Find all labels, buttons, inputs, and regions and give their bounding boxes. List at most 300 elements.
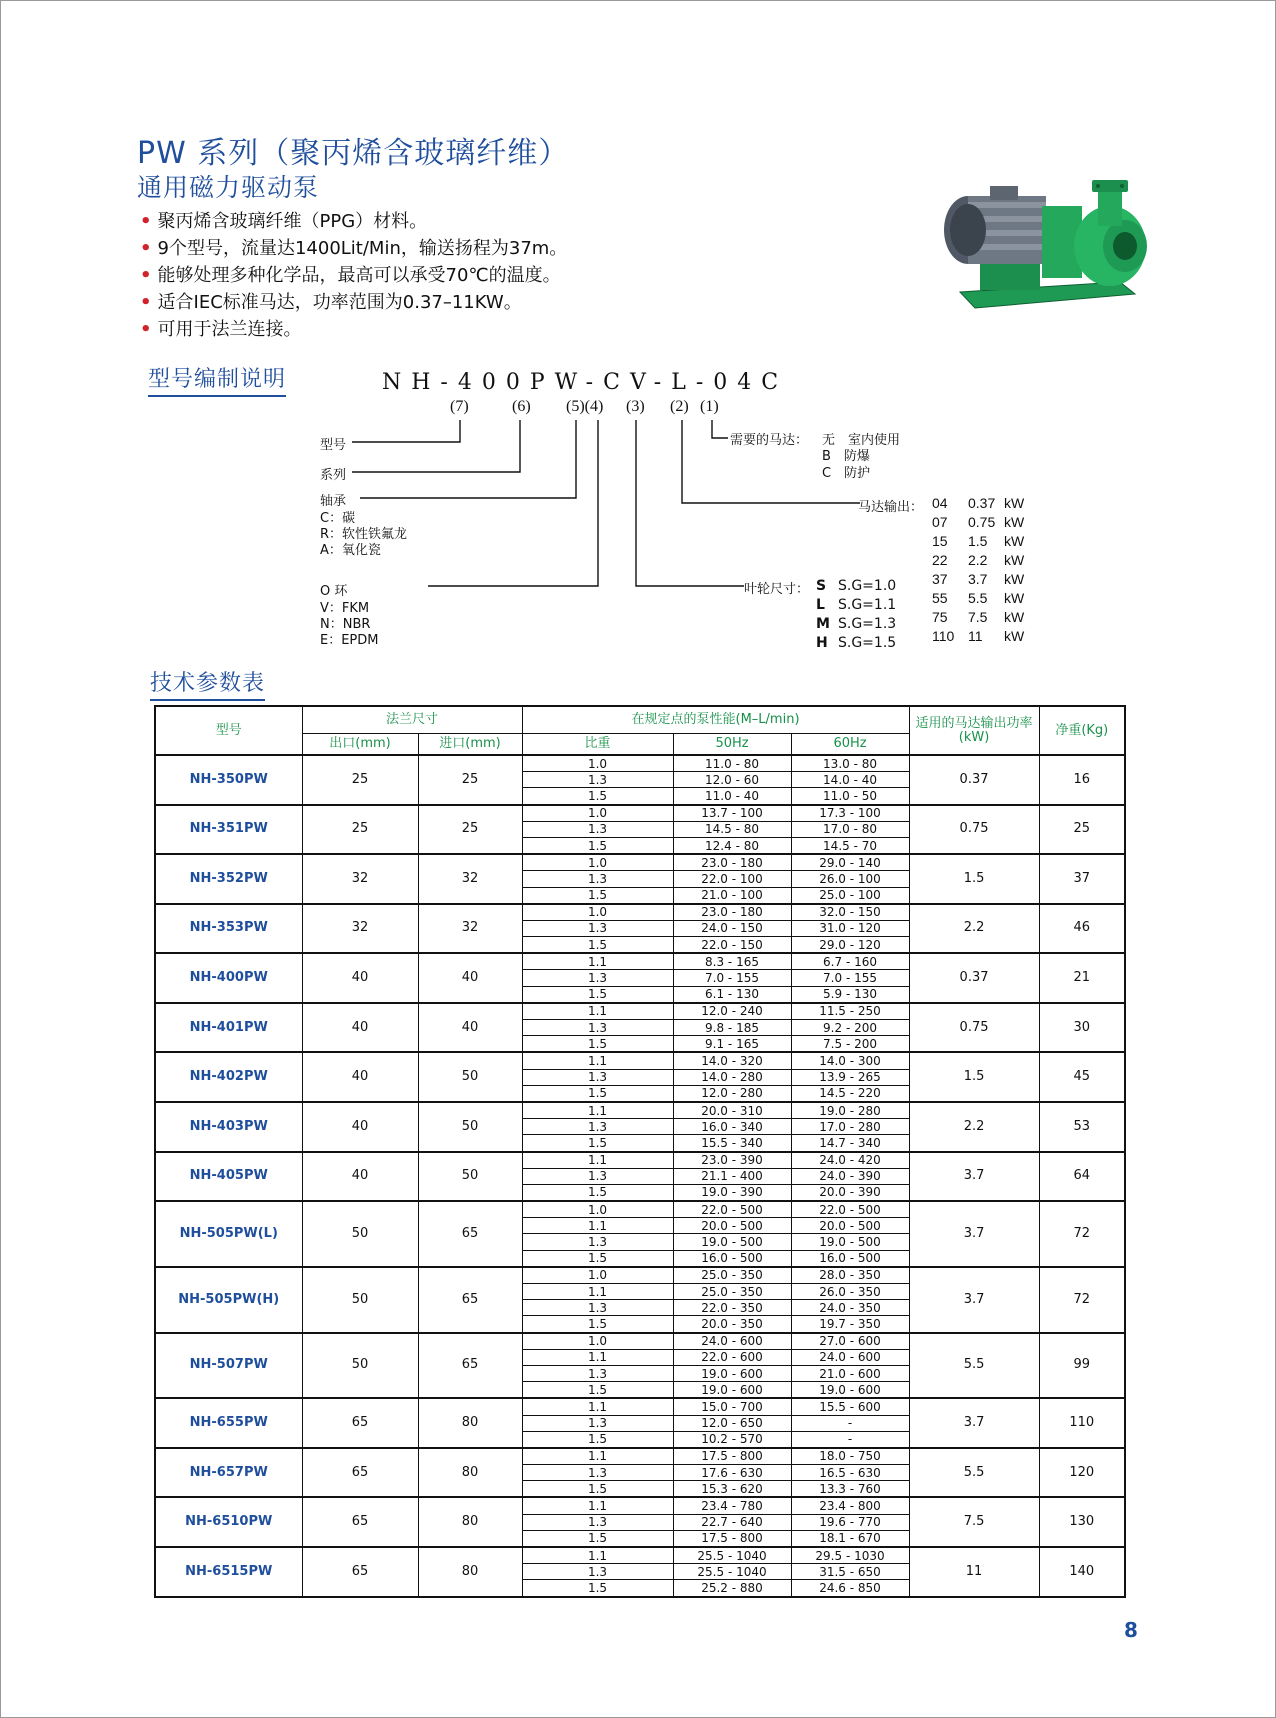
sg-cell: 1.3 [522, 871, 673, 887]
sg-cell: 1.1 [522, 1284, 673, 1300]
perf-50hz-cell: 22.7 - 640 [673, 1514, 791, 1530]
sg-cell: 1.3 [522, 1168, 673, 1184]
inlet-cell: 40 [418, 1003, 522, 1053]
sg-cell: 1.3 [522, 1069, 673, 1085]
perf-50hz-cell: 14.0 - 280 [673, 1069, 791, 1085]
table-row [155, 1398, 1125, 1415]
outlet-cell: 32 [302, 854, 418, 904]
inlet-cell: 50 [418, 1052, 522, 1102]
outlet-cell: 50 [302, 1267, 418, 1333]
perf-60hz-cell: 19.0 - 600 [791, 1382, 909, 1399]
table-row [155, 1152, 1125, 1169]
inlet-cell: 80 [418, 1398, 522, 1448]
motor-kw-cell: 0.37 [909, 953, 1039, 1003]
inlet-cell: 32 [418, 854, 522, 904]
motor-kw-cell: 11 [909, 1547, 1039, 1597]
inlet-cell: 80 [418, 1448, 522, 1498]
perf-60hz-cell: 29.5 - 1030 [791, 1547, 909, 1564]
perf-60hz-cell: 16.5 - 630 [791, 1465, 909, 1481]
header-inlet: 进口(mm) [418, 734, 522, 756]
perf-60hz-cell: 9.2 - 200 [791, 1020, 909, 1036]
code-tag-7: (7) [450, 398, 469, 415]
perf-50hz-cell: 12.0 - 240 [673, 1003, 791, 1020]
sg-cell: 1.1 [522, 1218, 673, 1234]
bullet-icon: • [140, 292, 152, 313]
sg-cell: 1.5 [522, 937, 673, 954]
table-row [155, 1052, 1125, 1069]
sg-cell: 1.1 [522, 1052, 673, 1069]
bullet-icon: • [140, 211, 152, 232]
perf-60hz-cell: 14.7 - 340 [791, 1135, 909, 1152]
perf-50hz-cell: 16.0 - 500 [673, 1250, 791, 1267]
perf-60hz-cell: 27.0 - 600 [791, 1333, 909, 1350]
outlet-cell: 25 [302, 755, 418, 805]
motor-need-option: B 防爆 [822, 449, 870, 464]
sg-cell: 1.3 [522, 970, 673, 986]
motor-kw-cell: 1.5 [909, 1052, 1039, 1102]
table-row [155, 1333, 1125, 1350]
feature-item: • 可用于法兰连接。 [140, 319, 302, 340]
motor-output-item: 110 11 kW [932, 628, 1025, 644]
perf-50hz-cell: 20.0 - 500 [673, 1218, 791, 1234]
perf-60hz-cell: 20.0 - 390 [791, 1184, 909, 1201]
table-row [155, 953, 1125, 970]
motor-output-list [932, 494, 1024, 646]
impeller-item: L S.G=1.1 [816, 597, 897, 613]
inlet-cell: 32 [418, 904, 522, 954]
weight-cell: 64 [1039, 1152, 1125, 1202]
motor-kw-cell: 2.2 [909, 1102, 1039, 1152]
model-cell: NH-6515PW [155, 1547, 302, 1597]
perf-50hz-cell: 14.5 - 80 [673, 821, 791, 837]
sg-cell: 1.0 [522, 1333, 673, 1350]
perf-60hz-cell: 26.0 - 350 [791, 1284, 909, 1300]
weight-cell: 16 [1039, 755, 1125, 805]
model-cell: NH-505PW(L) [155, 1201, 302, 1267]
model-cell: NH-655PW [155, 1398, 302, 1448]
sg-cell: 1.5 [522, 1184, 673, 1201]
perf-60hz-cell: 5.9 - 130 [791, 986, 909, 1003]
outlet-cell: 40 [302, 1102, 418, 1152]
sg-cell: 1.1 [522, 1547, 673, 1564]
sg-cell: 1.5 [522, 1085, 673, 1102]
inlet-cell: 25 [418, 805, 522, 855]
motor-output-item: 55 5.5 kW [932, 590, 1025, 606]
sg-cell: 1.0 [522, 755, 673, 772]
model-cell: NH-353PW [155, 904, 302, 954]
perf-60hz-cell: 17.3 - 100 [791, 805, 909, 822]
model-cell: NH-352PW [155, 854, 302, 904]
model-cell: NH-351PW [155, 805, 302, 855]
bearing-label: 轴承 [320, 494, 347, 509]
motor-output-item: 22 2.2 kW [932, 552, 1025, 568]
model-cell: NH-6510PW [155, 1497, 302, 1547]
perf-50hz-cell: 25.0 - 350 [673, 1267, 791, 1284]
perf-60hz-cell: 25.0 - 100 [791, 887, 909, 904]
header-motor: 适用的马达输出功率(kW) [909, 706, 1039, 755]
perf-50hz-cell: 19.0 - 500 [673, 1234, 791, 1250]
perf-50hz-cell: 20.0 - 310 [673, 1102, 791, 1119]
perf-60hz-cell: 31.5 - 650 [791, 1564, 909, 1580]
sg-cell: 1.3 [522, 920, 673, 936]
bullet-icon: • [140, 238, 152, 259]
motor-need-option: 无 室内使用 [822, 433, 901, 448]
perf-50hz-cell: 25.5 - 1040 [673, 1547, 791, 1564]
code-tag-3: (3) [626, 398, 645, 415]
bullet-icon: • [140, 319, 152, 340]
outlet-cell: 50 [302, 1333, 418, 1399]
perf-60hz-cell: 19.0 - 500 [791, 1234, 909, 1250]
sg-cell: 1.3 [522, 1465, 673, 1481]
perf-60hz-cell: 14.0 - 40 [791, 772, 909, 788]
perf-60hz-cell: 11.5 - 250 [791, 1003, 909, 1020]
impeller-item: H S.G=1.5 [816, 635, 897, 651]
perf-60hz-cell: 17.0 - 280 [791, 1119, 909, 1135]
header-model: 型号 [155, 706, 302, 755]
perf-50hz-cell: 13.7 - 100 [673, 805, 791, 822]
sg-cell: 1.1 [522, 1349, 673, 1365]
outlet-cell: 65 [302, 1398, 418, 1448]
outlet-cell: 65 [302, 1497, 418, 1547]
sg-cell: 1.0 [522, 904, 673, 921]
perf-60hz-cell: 24.6 - 850 [791, 1580, 909, 1597]
perf-50hz-cell: 22.0 - 600 [673, 1349, 791, 1365]
inlet-cell: 50 [418, 1152, 522, 1202]
perf-50hz-cell: 22.0 - 350 [673, 1300, 791, 1316]
perf-60hz-cell: 29.0 - 140 [791, 854, 909, 871]
model-cell: NH-405PW [155, 1152, 302, 1202]
bearing-option: A：氧化瓷 [320, 543, 381, 558]
perf-50hz-cell: 17.5 - 800 [673, 1530, 791, 1547]
perf-60hz-cell: 7.5 - 200 [791, 1036, 909, 1053]
spec-table-body [155, 755, 1125, 1597]
perf-50hz-cell: 20.0 - 350 [673, 1316, 791, 1333]
perf-50hz-cell: 24.0 - 600 [673, 1333, 791, 1350]
perf-60hz-cell: 7.0 - 155 [791, 970, 909, 986]
perf-60hz-cell: 21.0 - 600 [791, 1365, 909, 1381]
perf-50hz-cell: 8.3 - 165 [673, 953, 791, 970]
bullet-icon: • [140, 265, 152, 286]
sg-cell: 1.0 [522, 1201, 673, 1218]
perf-60hz-cell: 22.0 - 500 [791, 1201, 909, 1218]
outlet-cell: 40 [302, 1052, 418, 1102]
header-weight: 净重(Kg) [1039, 706, 1125, 755]
perf-50hz-cell: 10.2 - 570 [673, 1431, 791, 1448]
motor-kw-cell: 2.2 [909, 904, 1039, 954]
perf-50hz-cell: 9.1 - 165 [673, 1036, 791, 1053]
sg-cell: 1.3 [522, 1300, 673, 1316]
table-row [155, 904, 1125, 921]
impeller-label: 叶轮尺寸： [744, 582, 810, 597]
perf-50hz-cell: 21.0 - 100 [673, 887, 791, 904]
sg-cell: 1.5 [522, 1382, 673, 1399]
sg-cell: 1.5 [522, 1250, 673, 1267]
code-tag-5-4: (5)(4) [566, 398, 604, 415]
code-tag-6: (6) [512, 398, 531, 415]
perf-60hz-cell: 14.0 - 300 [791, 1052, 909, 1069]
sg-cell: 1.3 [522, 1020, 673, 1036]
code-tag-2: (2) [670, 398, 689, 415]
motor-kw-cell: 3.7 [909, 1201, 1039, 1267]
table-row [155, 1547, 1125, 1564]
header-sg: 比重 [522, 734, 673, 756]
feature-item: • 适合IEC标准马达，功率范围为0.37–11KW。 [140, 292, 522, 313]
header-50hz: 50Hz [673, 734, 791, 756]
outlet-cell: 40 [302, 1003, 418, 1053]
table-row [155, 854, 1125, 871]
motor-output-label: 马达输出： [858, 500, 924, 515]
perf-50hz-cell: 19.0 - 390 [673, 1184, 791, 1201]
perf-50hz-cell: 12.0 - 280 [673, 1085, 791, 1102]
perf-60hz-cell: 24.0 - 420 [791, 1152, 909, 1169]
impeller-item: M S.G=1.3 [816, 616, 897, 632]
sg-cell: 1.1 [522, 1003, 673, 1020]
model-cell: NH-400PW [155, 953, 302, 1003]
motor-need-option: C 防护 [822, 466, 871, 481]
outlet-cell: 50 [302, 1201, 418, 1267]
perf-50hz-cell: 19.0 - 600 [673, 1365, 791, 1381]
perf-60hz-cell: 20.0 - 500 [791, 1218, 909, 1234]
motor-kw-cell: 0.75 [909, 1003, 1039, 1053]
inlet-cell: 40 [418, 953, 522, 1003]
perf-60hz-cell: 32.0 - 150 [791, 904, 909, 921]
sg-cell: 1.0 [522, 854, 673, 871]
header-flange: 法兰尺寸 [302, 706, 522, 734]
inlet-cell: 65 [418, 1333, 522, 1399]
perf-60hz-cell: 19.7 - 350 [791, 1316, 909, 1333]
weight-cell: 99 [1039, 1333, 1125, 1399]
perf-60hz-cell: 11.0 - 50 [791, 788, 909, 805]
weight-cell: 45 [1039, 1052, 1125, 1102]
model-cell: NH-350PW [155, 755, 302, 805]
sg-cell: 1.5 [522, 986, 673, 1003]
weight-cell: 53 [1039, 1102, 1125, 1152]
perf-60hz-cell: 15.5 - 600 [791, 1398, 909, 1415]
table-row [155, 1267, 1125, 1284]
perf-60hz-cell: 6.7 - 160 [791, 953, 909, 970]
bearing-option: C：碳 [320, 511, 356, 526]
oring-option: N：NBR [320, 617, 371, 632]
header-performance: 在规定点的泵性能(M–L/min) [522, 706, 909, 734]
oring-option: V：FKM [320, 601, 370, 616]
perf-60hz-cell: 16.0 - 500 [791, 1250, 909, 1267]
perf-50hz-cell: 17.6 - 630 [673, 1465, 791, 1481]
perf-60hz-cell: 13.9 - 265 [791, 1069, 909, 1085]
inlet-cell: 25 [418, 755, 522, 805]
weight-cell: 72 [1039, 1201, 1125, 1267]
sg-cell: 1.0 [522, 1267, 673, 1284]
perf-50hz-cell: 23.4 - 780 [673, 1497, 791, 1514]
perf-60hz-cell: 14.5 - 220 [791, 1085, 909, 1102]
perf-50hz-cell: 17.5 - 800 [673, 1448, 791, 1465]
sg-cell: 1.5 [522, 788, 673, 805]
perf-50hz-cell: 6.1 - 130 [673, 986, 791, 1003]
motor-output-item: 04 0.37 kW [932, 495, 1025, 511]
perf-60hz-cell: 23.4 - 800 [791, 1497, 909, 1514]
perf-60hz-cell: 19.6 - 770 [791, 1514, 909, 1530]
sg-cell: 1.3 [522, 772, 673, 788]
perf-60hz-cell: 26.0 - 100 [791, 871, 909, 887]
sg-cell: 1.5 [522, 1316, 673, 1333]
perf-60hz-cell: 18.0 - 750 [791, 1448, 909, 1465]
model-code-heading: 型号编制说明 [148, 362, 286, 397]
sg-cell: 1.1 [522, 1497, 673, 1514]
perf-60hz-cell: 13.3 - 760 [791, 1481, 909, 1498]
weight-cell: 140 [1039, 1547, 1125, 1597]
weight-cell: 110 [1039, 1398, 1125, 1448]
sg-cell: 1.5 [522, 837, 673, 854]
motor-kw-cell: 5.5 [909, 1333, 1039, 1399]
sg-cell: 1.5 [522, 1036, 673, 1053]
header-60hz: 60Hz [791, 734, 909, 756]
perf-60hz-cell: 24.0 - 600 [791, 1349, 909, 1365]
outlet-cell: 40 [302, 953, 418, 1003]
perf-50hz-cell: 25.2 - 880 [673, 1580, 791, 1597]
perf-60hz-cell: 24.0 - 350 [791, 1300, 909, 1316]
feature-item: • 能够处理多种化学品，最高可以承受70℃的温度。 [140, 265, 561, 286]
perf-50hz-cell: 12.0 - 60 [673, 772, 791, 788]
page-title: PW 系列（聚丙烯含玻璃纤维） [137, 136, 570, 171]
weight-cell: 37 [1039, 854, 1125, 904]
weight-cell: 46 [1039, 904, 1125, 954]
sg-cell: 1.1 [522, 1448, 673, 1465]
perf-50hz-cell: 22.0 - 500 [673, 1201, 791, 1218]
perf-50hz-cell: 15.5 - 340 [673, 1135, 791, 1152]
weight-cell: 130 [1039, 1497, 1125, 1547]
motor-kw-cell: 3.7 [909, 1267, 1039, 1333]
sg-cell: 1.5 [522, 1530, 673, 1547]
perf-60hz-cell: 18.1 - 670 [791, 1530, 909, 1547]
table-row [155, 755, 1125, 772]
sg-cell: 1.3 [522, 1365, 673, 1381]
table-row [155, 1102, 1125, 1119]
perf-60hz-cell: - [791, 1431, 909, 1448]
inlet-cell: 80 [418, 1547, 522, 1597]
model-cell: NH-402PW [155, 1052, 302, 1102]
bearing-option: R：软性铁氟龙 [320, 527, 408, 542]
perf-50hz-cell: 19.0 - 600 [673, 1382, 791, 1399]
model-cell: NH-401PW [155, 1003, 302, 1053]
perf-50hz-cell: 12.4 - 80 [673, 837, 791, 854]
perf-50hz-cell: 22.0 - 150 [673, 937, 791, 954]
model-cell: NH-403PW [155, 1102, 302, 1152]
outlet-cell: 40 [302, 1152, 418, 1202]
sg-cell: 1.3 [522, 1564, 673, 1580]
weight-cell: 30 [1039, 1003, 1125, 1053]
sg-cell: 1.0 [522, 805, 673, 822]
perf-50hz-cell: 23.0 - 180 [673, 904, 791, 921]
page-number: 8 [1124, 1618, 1138, 1642]
outlet-cell: 65 [302, 1547, 418, 1597]
perf-50hz-cell: 23.0 - 390 [673, 1152, 791, 1169]
sg-cell: 1.5 [522, 887, 673, 904]
sg-cell: 1.1 [522, 1102, 673, 1119]
sg-cell: 1.5 [522, 1431, 673, 1448]
outlet-cell: 65 [302, 1448, 418, 1498]
weight-cell: 21 [1039, 953, 1125, 1003]
motor-need-label: 需要的马达： [730, 433, 809, 448]
sg-cell: 1.5 [522, 1135, 673, 1152]
table-row [155, 1497, 1125, 1514]
model-label: 型号 [320, 438, 347, 453]
perf-50hz-cell: 12.0 - 650 [673, 1415, 791, 1431]
sg-cell: 1.3 [522, 1119, 673, 1135]
table-row [155, 1448, 1125, 1465]
perf-50hz-cell: 14.0 - 320 [673, 1052, 791, 1069]
header-outlet: 出口(mm) [302, 734, 418, 756]
table-row [155, 805, 1125, 822]
outlet-cell: 32 [302, 904, 418, 954]
feature-item: • 聚丙烯含玻璃纤维（PPG）材料。 [140, 211, 428, 232]
oring-label: O 环 [320, 584, 348, 599]
outlet-cell: 25 [302, 805, 418, 855]
motor-kw-cell: 3.7 [909, 1398, 1039, 1448]
motor-output-item: 75 7.5 kW [932, 609, 1025, 625]
feature-item: • 9个型号，流量达1400Lit/Min，输送扬程为37m。 [140, 238, 568, 259]
inlet-cell: 65 [418, 1201, 522, 1267]
motor-output-item: 37 3.7 kW [932, 571, 1025, 587]
perf-50hz-cell: 11.0 - 80 [673, 755, 791, 772]
perf-50hz-cell: 9.8 - 185 [673, 1020, 791, 1036]
model-cell: NH-507PW [155, 1333, 302, 1399]
perf-60hz-cell: 14.5 - 70 [791, 837, 909, 854]
inlet-cell: 65 [418, 1267, 522, 1333]
weight-cell: 120 [1039, 1448, 1125, 1498]
sg-cell: 1.1 [522, 1398, 673, 1415]
series-label: 系列 [320, 468, 347, 483]
motor-kw-cell: 5.5 [909, 1448, 1039, 1498]
oring-option: E：EPDM [320, 633, 379, 648]
perf-50hz-cell: 21.1 - 400 [673, 1168, 791, 1184]
sg-cell: 1.1 [522, 1152, 673, 1169]
model-code: NH-400PW-CV-L-04C [382, 370, 789, 395]
perf-50hz-cell: 25.5 - 1040 [673, 1564, 791, 1580]
code-connector-lines [0, 0, 1276, 700]
inlet-cell: 50 [418, 1102, 522, 1152]
page-subtitle: 通用磁力驱动泵 [137, 173, 320, 202]
perf-50hz-cell: 15.0 - 700 [673, 1398, 791, 1415]
motor-output-item: 07 0.75 kW [932, 514, 1025, 530]
sg-cell: 1.3 [522, 1415, 673, 1431]
perf-50hz-cell: 16.0 - 340 [673, 1119, 791, 1135]
perf-60hz-cell: 13.0 - 80 [791, 755, 909, 772]
perf-50hz-cell: 23.0 - 180 [673, 854, 791, 871]
perf-50hz-cell: 7.0 - 155 [673, 970, 791, 986]
perf-60hz-cell: 31.0 - 120 [791, 920, 909, 936]
perf-60hz-cell: 28.0 - 350 [791, 1267, 909, 1284]
motor-kw-cell: 0.75 [909, 805, 1039, 855]
sg-cell: 1.3 [522, 1234, 673, 1250]
sg-cell: 1.3 [522, 821, 673, 837]
perf-60hz-cell: - [791, 1415, 909, 1431]
weight-cell: 25 [1039, 805, 1125, 855]
perf-50hz-cell: 22.0 - 100 [673, 871, 791, 887]
motor-kw-cell: 1.5 [909, 854, 1039, 904]
motor-output-item: 15 1.5 kW [932, 533, 1025, 549]
impeller-list [816, 577, 896, 653]
perf-60hz-cell: 29.0 - 120 [791, 937, 909, 954]
sg-cell: 1.1 [522, 953, 673, 970]
spec-table-heading: 技术参数表 [150, 666, 265, 701]
motor-kw-cell: 7.5 [909, 1497, 1039, 1547]
perf-50hz-cell: 24.0 - 150 [673, 920, 791, 936]
spec-table [154, 705, 1126, 1598]
perf-50hz-cell: 25.0 - 350 [673, 1284, 791, 1300]
model-cell: NH-657PW [155, 1448, 302, 1498]
inlet-cell: 80 [418, 1497, 522, 1547]
perf-50hz-cell: 15.3 - 620 [673, 1481, 791, 1498]
sg-cell: 1.3 [522, 1514, 673, 1530]
